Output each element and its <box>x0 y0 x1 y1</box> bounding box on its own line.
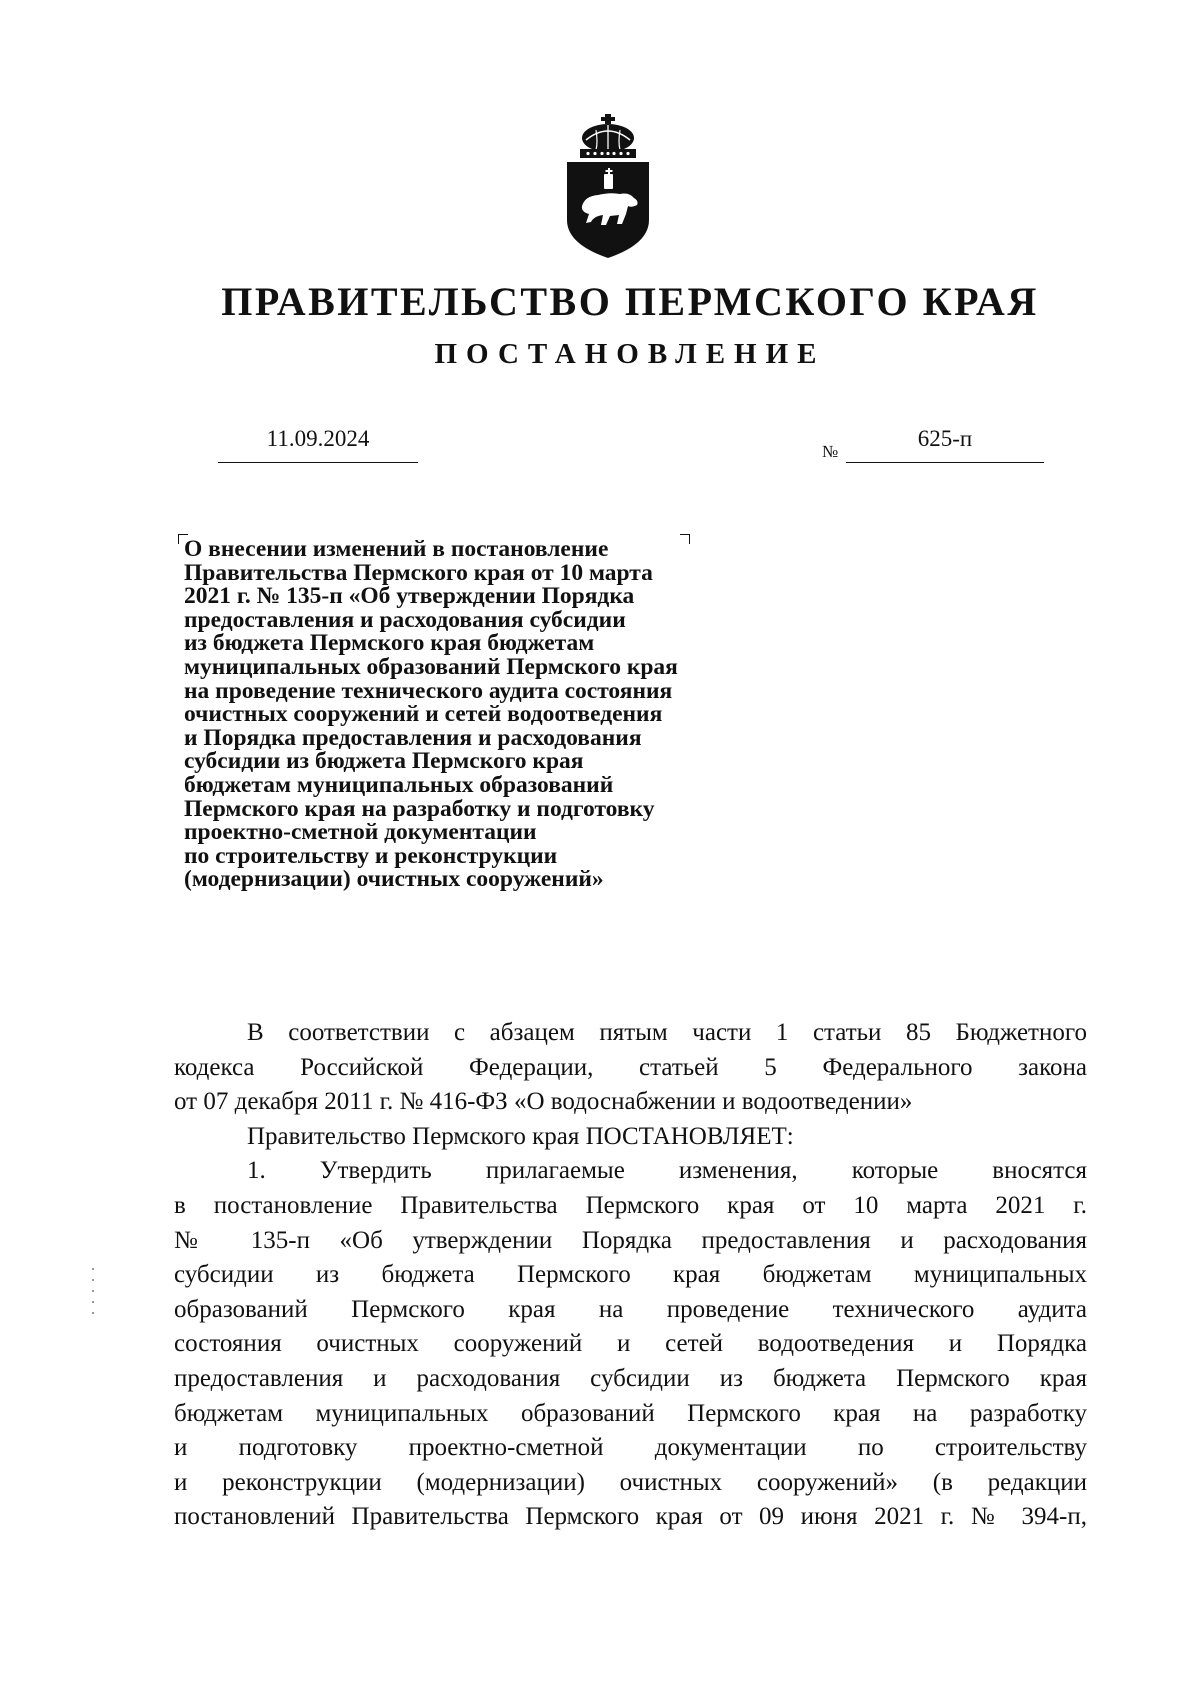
document-type-heading: ПОСТАНОВЛЕНИЕ <box>434 338 826 370</box>
subject-line: О внесении изменений в постановление <box>184 536 609 562</box>
body-line: В соответствии с абзацем пятым части 1 статьи 85 Бюджетного <box>247 1019 1087 1046</box>
subject-line: по строительству и реконструкции <box>184 842 558 869</box>
perm-krai-coat-of-arms-icon <box>558 112 658 262</box>
subject-line: очистных сооружений и сетей водоотведения <box>184 701 663 728</box>
subject-line: бюджетам муниципальных образований <box>184 771 614 798</box>
document-body <box>174 1016 1087 1535</box>
subject-line: Пермского края на разработку и подготовку <box>184 795 655 822</box>
number-field <box>846 426 1044 463</box>
scan-artifact-dots <box>92 1268 96 1323</box>
subject-line: предоставления и расходования субсидии <box>184 606 626 633</box>
government-title: ПРАВИТЕЛЬСТВО ПЕРМСКОГО КРАЯ <box>221 279 1039 324</box>
body-line: 1. Утвердить прилагаемые изменения, которые вносятся <box>247 1157 1087 1185</box>
body-line: предоставления и расходования субсидии из бюджета Пермского края <box>174 1364 1087 1392</box>
body-line: Правительство Пермского края ПОСТАНОВЛЯЕТ: <box>247 1122 794 1150</box>
subject-line: и Порядка предоставления и расходования <box>184 724 642 751</box>
body-line: субсидии из бюджета Пермского края бюджетам муниципальных <box>174 1261 1087 1289</box>
subject-line: на проведение технического аудита состояния <box>184 677 673 704</box>
document-number: 625-п <box>917 426 973 451</box>
document-subject <box>184 538 804 892</box>
subject-line: муниципальных образований Пермского края <box>184 653 678 680</box>
crown-icon <box>580 114 636 158</box>
body-line: № 135-п «Об утверждении Порядка предоставления и расходования <box>174 1226 1087 1254</box>
subject-line: Правительства Пермского края от 10 марта <box>184 559 653 586</box>
subject-line: проектно-сметной документации <box>184 819 537 846</box>
body-line: в постановление Правительства Пермского края от 10 марта 2021 г. <box>174 1191 1087 1219</box>
body-line: и подготовку проектно-сметной документации по строительству <box>174 1434 1087 1462</box>
body-line: бюджетам муниципальных образований Пермского края на разработку <box>174 1399 1087 1427</box>
subject-line: 2021 г. № 135-п «Об утверждении Порядка <box>184 583 635 610</box>
number-sign: № <box>822 442 839 461</box>
subject-line: субсидии из бюджета Пермского края <box>184 748 584 775</box>
subject-line: (модернизации) очистных сооружений» <box>184 866 604 893</box>
body-line: состояния очистных сооружений и сетей водоотведения и Порядка <box>174 1330 1087 1358</box>
body-line: и реконструкции (модернизации) очистных сооружений» (в редакции <box>174 1468 1087 1496</box>
body-line: кодекса Российской Федерации, статьей 5 Федерального закона <box>174 1053 1087 1081</box>
body-line: образований Пермского края на проведение технического аудита <box>174 1295 1087 1323</box>
body-line: от 07 декабря 2011 г. № 416-ФЗ «О водоснабжении и водоотведении» <box>174 1088 913 1116</box>
body-line: постановлений Правительства Пермского края от 09 июня 2021 г. № 394-п, <box>174 1503 1087 1531</box>
date-field <box>218 426 418 463</box>
subject-line: из бюджета Пермского края бюджетам <box>184 630 595 657</box>
document-date: 11.09.2024 <box>266 426 370 451</box>
